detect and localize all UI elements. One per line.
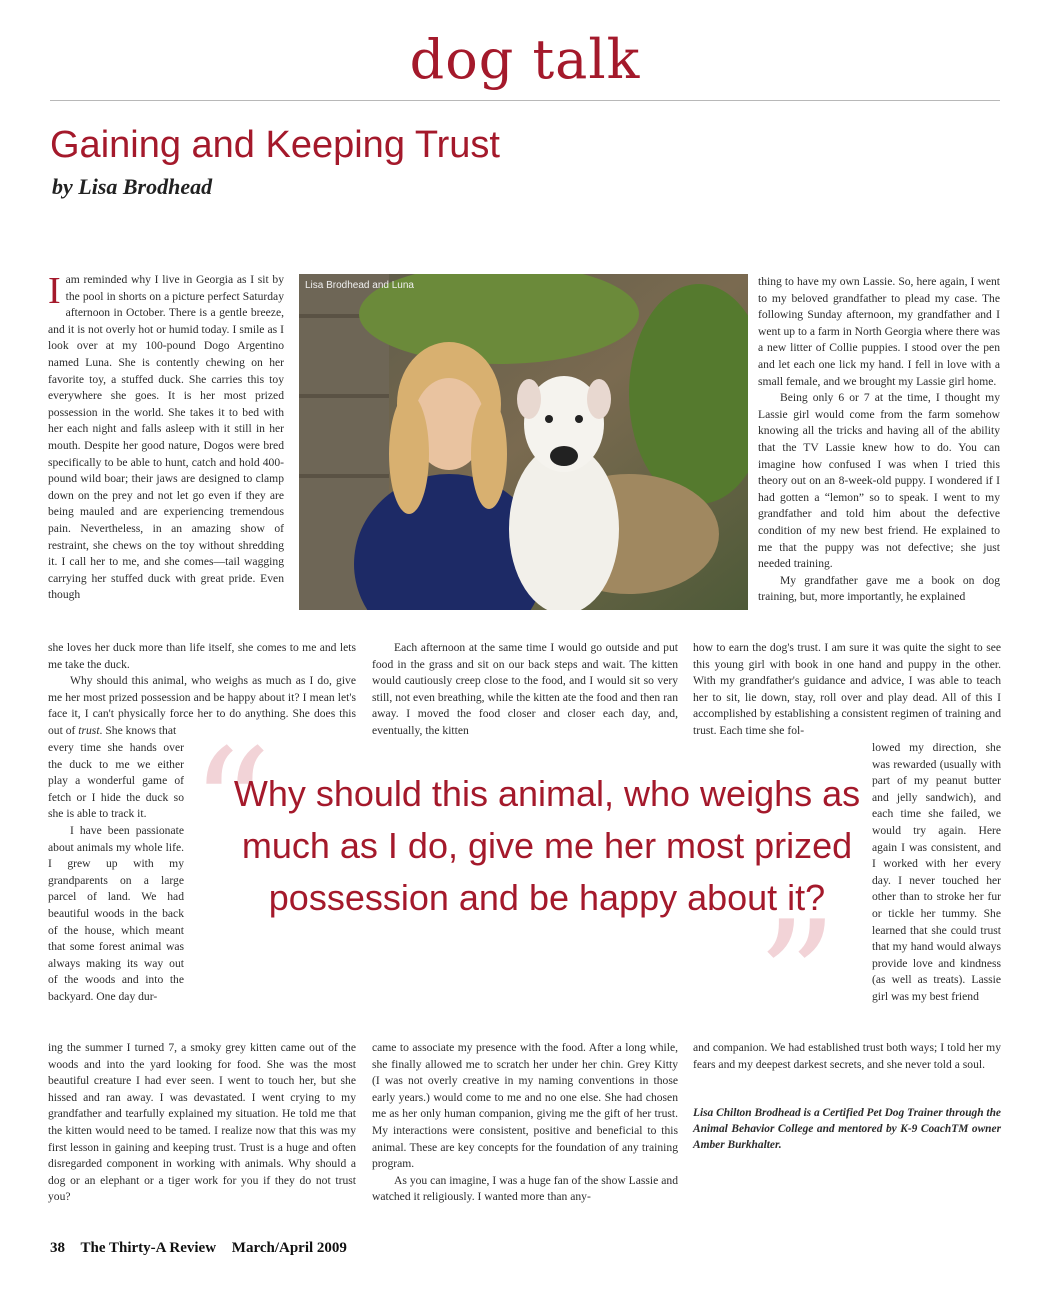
col3-mid-text: how to earn the dog's trust. I am sure it was quite the sight to see this young girl with book in one hand and puppy in the other. With my grandfather's guidance and advice, I was able to teach her to sit, lie down, stay, roll over and play dead. All of this I accomplished by establishing a consistent regimen of training and trust. Each time she fol- xyxy=(693,641,1001,737)
col1-bottom-text: ing the summer I turned 7, a smoky grey kitten came out of the woods and into the yard looking for food. She was the most beautiful creature I had ever seen. I went to touch her, but she hissed and ran away. I was devastated. I went crying to my grandfather and tearfully explained my situation. He told me that the kitten would need to be tamed. I realize now that this was my first lesson in gaining and keeping trust. Trust is a huge and often disregarded component in working with animals. Why should a dog or an elephant or a tiger work for you if they do not trust you? xyxy=(48,1041,356,1204)
open-quote-mark: “ xyxy=(190,714,272,901)
col3-narrow-text: lowed my direction, she was rewarded (usually with part of my peanut butter and jelly sandwich), and each time she failed, we would try again. Here again I was consistent, and I worked with her every day. I never touched her other than to stroke her fur or tickle her tummy. She learned that she could trust that my hand would always provide love and kindness (as well as treats). Lassie girl was my best friend xyxy=(872,741,1001,1003)
header-rule xyxy=(50,100,1000,101)
col1-narrow-text: every time she hands over the duck to me we either play a wonderful game of fetch or I hide the duck so she is able to track it. I have been passionate about animals my whole life. I grew up with my grandparents on a large parcel of land. We had beautiful woods in the back of the house, which meant that some forest animal was always making its way out of the woods and into the backyard. One day dur- xyxy=(48,741,184,1003)
page-footer xyxy=(50,1240,359,1257)
col3-top-text: thing to have my own Lassie. So, here again, I went to my beloved grandfather to plead my case. The following Sunday afternoon, my grandfather and I went up to a farm in North Georgia where there was a new litter of Collie puppies. I stood over the pen and let each one lick my hand. I fell in love with a small female, and we brought my Lassie girl home. Being only 6 or 7 at the time, I thought my Lassie girl would come from the farm somehow knowing all the tricks and having all of the ability that the TV Lassie knew how to do. You can imagine how confused I was when I tried this theory out on an 8-week-old puppy. I wondered if I had gotten a “lemon” so to speak. I went to my grandfather and told him about the defective condition of my new best friend. He explained to me that the puppy was not defective; she just needed training. My grandfather gave me a book on dog training, but, more importantly, he explained xyxy=(758,275,1000,604)
article-photo xyxy=(299,274,748,610)
publication-name: The Thirty-A Review xyxy=(80,1240,217,1256)
author-bio: Lisa Chilton Brodhead is a Certified Pet Dog Trainer through the Animal Behavior College and mentored by K-9 CoachTM owner Amber Burkhalter. xyxy=(693,1107,1001,1151)
col2-bottom-text: came to associate my presence with the food. After a long while, she finally allowed me to scratch her under her chin. Grey Kitty (I was not overly creative in my naming conventions in those early years.) would come to me and no one else. She had chosen me as her only human companion, giving me the gift of her trust. My interactions were consistent, positive and beneficial to this animal. These are key concepts for the foundation of any training program. As you can imagine, I was a huge fan of the show Lassie and watched it religiously. I wanted more than any- xyxy=(372,1041,678,1204)
issue-date: March/April 2009 xyxy=(231,1240,347,1256)
paragraph-why: Why should this animal, who weighs as much as I do, give me her most prized possession and be happy about it? I mean let's face it, I can't physically force her to do anything. She does this out of trust. She knows that xyxy=(48,674,356,737)
col1-mid-text: she loves her duck more than life itself, she comes to me and lets me take the duck. Why should this animal, who weighs as much as I do, give me her most prized possession and be happy about it? I mean let's face it, I can't physically force her to do anything. She does this out of trust. She knows that xyxy=(48,640,356,740)
article-byline: by Lisa Brodhead xyxy=(52,174,213,199)
article-headline: Gaining and Keeping Trust xyxy=(50,124,500,166)
col1-top-text: Iam reminded why I live in Georgia as I sit by the pool in shorts on a picture perfect Saturday afternoon in October. There is a gentle breeze, and it is not overly hot or humid today. I smile as I look over at my 100-pound Dogo Argentino named Luna. She is contently chewing on her favorite toy, a stuffed duck. She carries this toy everywhere she goes. It is her most prized possession in the world. She takes it to bed with her each night and falls asleep with it still in her mouth. Despite her good nature, Dogos were bred specifically to be able to hunt, catch and hold 400-pound wild boar; their jaws are designed to clamp down on the prey and not let go even if they are being mauled and are experiencing tremendous pain. Nevertheless, in an amazing show of restraint, she chews on the toy without shredding it. I call her to me, and she comes—tail wagging carrying her stuffed duck with great pride. Even though xyxy=(48,270,284,602)
photo-woman-and-dog xyxy=(299,274,748,610)
col3-bottom-text: and companion. We had established trust both ways; I told her my fears and my deepest darkest secrets, and she never told a soul. xyxy=(693,1041,1001,1071)
col2-top-text: Each afternoon at the same time I would go outside and put food in the grass and sit on our back steps and wait. The kitten would cautiously creep close to the food, and I would sit so very still, not even breathing, while the kitten ate the food and then ran away. I moved the food closer and closer each day, and, eventually, the kitten xyxy=(372,641,678,737)
section-title: dog talk xyxy=(409,28,641,91)
page-number: 38 xyxy=(50,1240,65,1256)
close-quote-mark: ” xyxy=(756,886,838,1073)
pull-quote: Why should this animal, who weighs as much as I do, give me her most prized possession and be happy about it? xyxy=(233,773,861,918)
photo-caption: Lisa Brodhead and Luna xyxy=(305,280,414,291)
drop-cap: I xyxy=(48,270,61,312)
